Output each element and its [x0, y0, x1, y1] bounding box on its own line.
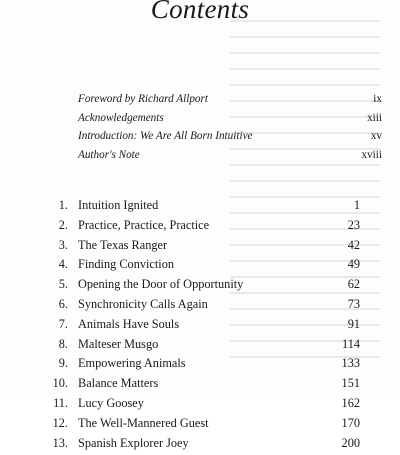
front-matter-page: ix — [373, 93, 382, 105]
chapter-page: 200 — [341, 435, 360, 450]
page-title: Contents — [150, 0, 250, 24]
chapter-title: The Texas Ranger — [78, 237, 168, 252]
chapter-item — [44, 317, 360, 337]
chapter-page: 42 — [347, 237, 360, 252]
chapter-number: 13. — [52, 435, 68, 450]
chapter-title: Finding Conviction — [78, 257, 174, 272]
chapter-number: 8. — [58, 336, 68, 351]
front-matter-title: Author's Note — [78, 148, 140, 161]
front-matter-list — [78, 93, 382, 167]
chapter-number: 1. — [58, 198, 68, 212]
chapter-number: 3. — [58, 237, 68, 252]
chapter-item — [44, 337, 360, 357]
chapter-title: Practice, Practice, Practice — [78, 217, 210, 232]
chapter-title: Animals Have Souls — [78, 316, 180, 331]
chapter-number: 2. — [58, 217, 68, 232]
chapter-item — [44, 238, 360, 258]
chapter-page: 114 — [342, 336, 360, 351]
chapter-title: Synchronicity Calls Again — [78, 296, 208, 311]
chapter-page: 23 — [347, 217, 360, 232]
chapter-number: 11. — [53, 395, 68, 410]
chapter-title: Spanish Explorer Joey — [78, 435, 189, 450]
chapter-item — [44, 376, 360, 396]
chapter-page: 133 — [341, 356, 360, 371]
chapter-page: 49 — [347, 257, 360, 272]
front-matter-page: xv — [370, 130, 382, 142]
chapter-item — [44, 297, 360, 317]
chapter-title: Empowering Animals — [78, 356, 186, 371]
chapter-number: 12. — [52, 415, 68, 430]
front-matter-item — [78, 130, 382, 149]
chapter-page: 1 — [353, 198, 360, 212]
chapter-title: The Well-Mannered Guest — [78, 415, 209, 430]
front-matter-item — [78, 93, 382, 112]
chapter-title: Opening the Door of Opportunity — [78, 277, 244, 292]
chapter-page: 151 — [341, 376, 360, 391]
chapter-page: 91 — [347, 316, 360, 331]
chapter-item — [44, 356, 360, 376]
chapter-page: 62 — [347, 277, 360, 292]
front-matter-title: Acknowledgements — [78, 111, 164, 124]
front-matter-title: Introduction: We Are All Born Intuitive — [78, 130, 253, 142]
chapter-number: 5. — [58, 277, 68, 292]
chapter-number: 10. — [52, 376, 68, 391]
chapter-number: 7. — [58, 316, 68, 331]
chapter-item — [44, 416, 360, 436]
chapter-number: 4. — [58, 257, 68, 272]
chapter-number: 9. — [58, 356, 68, 371]
chapter-title: Balance Matters — [78, 376, 159, 391]
chapter-item — [44, 396, 360, 416]
chapter-page: 73 — [347, 296, 360, 311]
front-matter-item — [78, 149, 382, 168]
front-matter-page: xviii — [361, 148, 382, 161]
front-matter-page: xiii — [367, 111, 382, 124]
chapter-title: Intuition Ignited — [78, 198, 159, 212]
chapter-list — [44, 198, 360, 455]
chapter-item — [44, 218, 360, 238]
chapter-page: 170 — [341, 415, 360, 430]
chapter-number: 6. — [58, 296, 68, 311]
front-matter-title: Foreword by Richard Allport — [78, 93, 208, 105]
chapter-page: 162 — [341, 395, 360, 410]
chapter-item — [44, 436, 360, 455]
front-matter-item — [78, 112, 382, 131]
chapter-title: Lucy Goosey — [78, 395, 144, 410]
chapter-item — [44, 198, 360, 218]
chapter-item — [44, 277, 360, 297]
chapter-item — [44, 257, 360, 277]
chapter-title: Malteser Musgo — [78, 336, 159, 351]
